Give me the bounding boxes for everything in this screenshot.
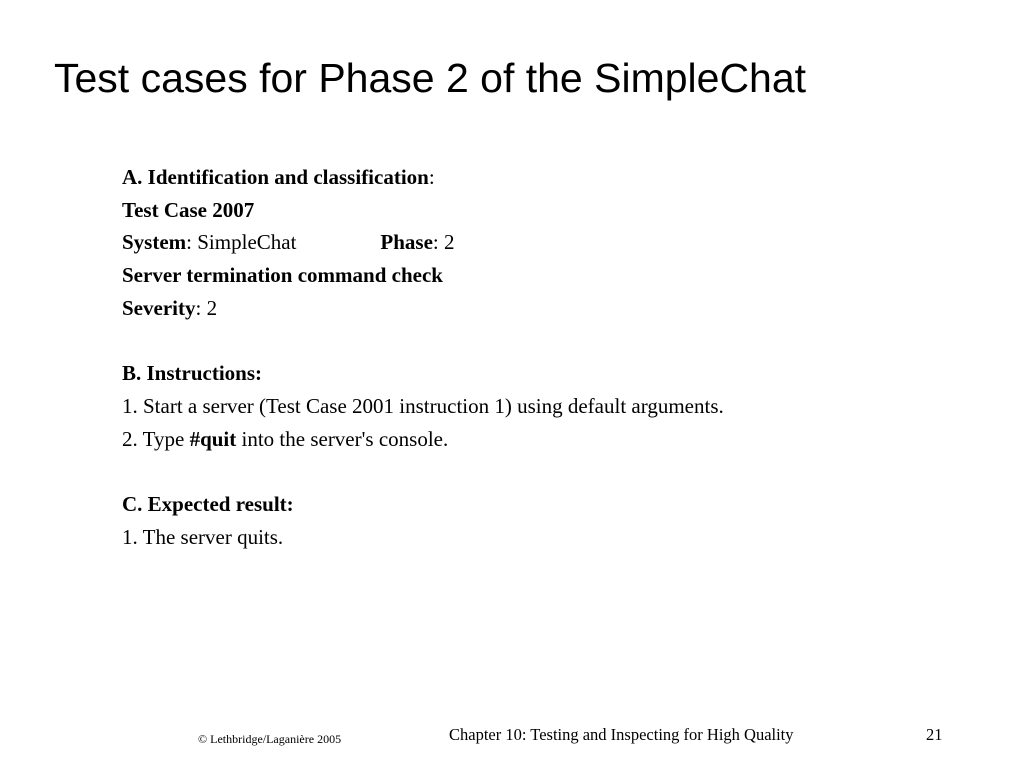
slide-body	[122, 161, 822, 553]
severity-label: Severity	[122, 295, 196, 320]
footer-page-number: 21	[926, 725, 943, 744]
footer-chapter: Chapter 10: Testing and Inspecting for High Quality	[449, 725, 794, 744]
slide-title: Test cases for Phase 2 of the SimpleChat	[54, 55, 807, 101]
test-case-id-line	[122, 194, 822, 227]
instruction-step-2-prefix: 2. Type	[122, 426, 190, 451]
footer-copyright: © Lethbridge/Laganière 2005	[198, 732, 342, 746]
instruction-step-2-suffix: into the server's console.	[236, 426, 449, 451]
spacer	[122, 455, 822, 488]
section-b-heading-line	[122, 357, 822, 390]
section-b-heading: B. Instructions:	[122, 361, 263, 386]
system-phase-line	[122, 226, 822, 259]
phase-group	[380, 226, 454, 259]
instruction-step-2	[122, 423, 822, 456]
section-a-heading-line	[122, 161, 822, 194]
test-case-id: Test Case 2007	[122, 197, 255, 222]
system-label: System	[122, 230, 187, 255]
test-description-line	[122, 259, 822, 292]
test-description: Server termination command check	[122, 263, 443, 288]
instruction-step-1: 1. Start a server (Test Case 2001 instruction 1) using default arguments.	[122, 393, 724, 418]
section-c-heading-line	[122, 488, 822, 521]
severity-line	[122, 292, 822, 325]
system-value: : SimpleChat	[186, 230, 297, 255]
spacer	[122, 325, 822, 358]
section-c-heading: C. Expected result:	[122, 492, 294, 516]
quit-command: #quit	[189, 426, 237, 451]
section-a-heading: A. Identification and classification	[122, 165, 429, 189]
section-a-heading-suffix: :	[428, 165, 435, 189]
phase-label: Phase	[380, 230, 433, 255]
severity-value: : 2	[195, 295, 218, 320]
phase-value: : 2	[432, 230, 455, 255]
expected-result-1: 1. The server quits.	[122, 524, 284, 549]
